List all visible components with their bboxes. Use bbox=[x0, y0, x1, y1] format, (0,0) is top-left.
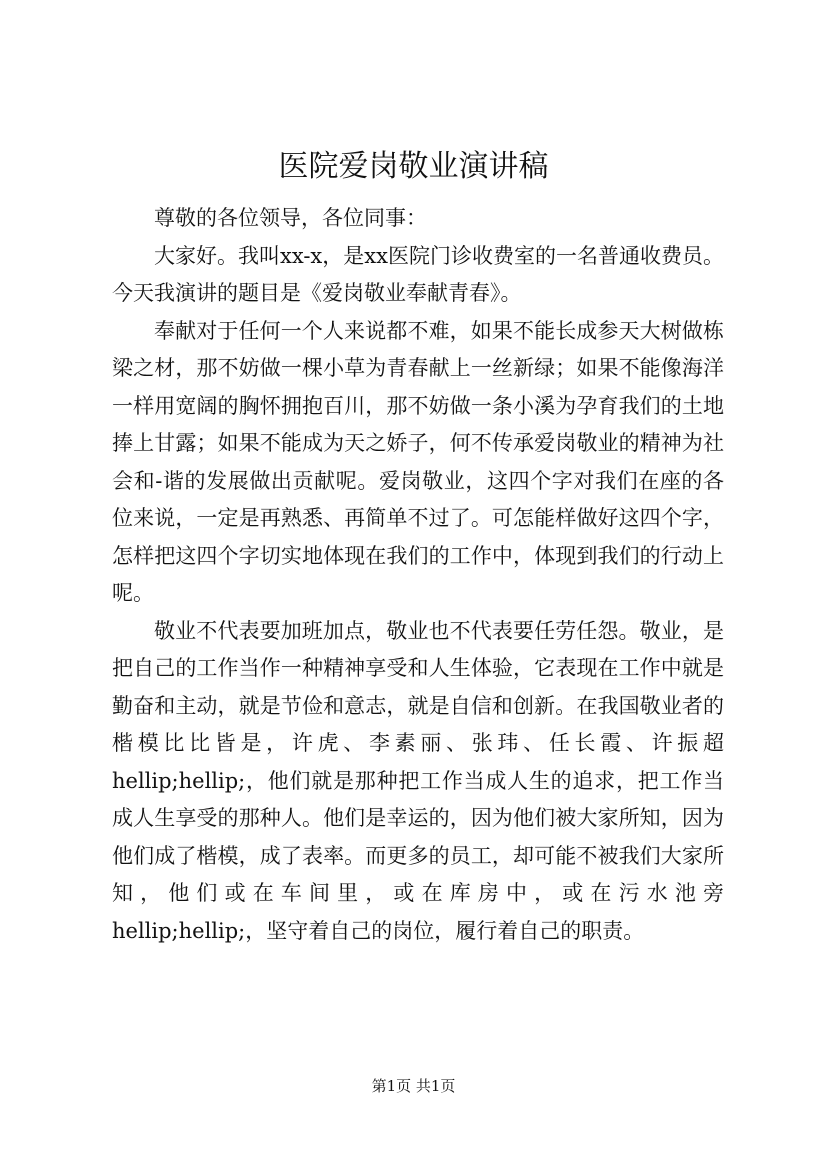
document-title: 医院爱岗敬业演讲稿 bbox=[278, 149, 549, 184]
paragraph-dedication-role-models: 敬业不代表要加班加点，敬业也不代表要任劳任怨。敬业，是把自己的工作当作一种精神享受和人生体验，它表现在工作中就是勤奋和主动，就是节俭和意志，就是自信和创新。在我国敬业者的楷模比比皆是，许虎、李素丽、张玮、任长霞、许振超hellip;hellip;，他们就是那种把工作当成人生的追求，把工作当成人生享受的那种人。他们是幸运的，因为他们被大家所知，因为他们成了楷模，成了表率。而更多的员工，却可能不被我们大家所知，他们或在车间里，或在库房中，或在污水池旁hellip;hellip;，坚守着自己的岗位，履行着自己的职责。 bbox=[112, 618, 724, 943]
paragraph-introduction: 大家好。我叫xx-x，是xx医院门诊收费室的一名普通收费员。今天我演讲的题目是《爱岗敬业奉献青春》。 bbox=[112, 243, 724, 305]
page-number-footer: 第1页 共1页 bbox=[371, 1077, 456, 1095]
paragraph-salutation: 尊敬的各位领导，各位同事： bbox=[154, 206, 427, 230]
document-body bbox=[112, 200, 724, 950]
paragraph-dedication: 奉献对于任何一个人来说都不难，如果不能长成参天大树做栋梁之材，那不妨做一棵小草为青春献上一丝新绿；如果不能像海洋一样用宽阔的胸怀拥抱百川，那不妨做一条小溪为孕育我们的土地捧上甘露；如果不能成为天之娇子，何不传承爱岗敬业的精神为社会和-谐的发展做出贡献呢。爱岗敬业，这四个字对我们在座的各位来说，一定是再熟悉、再简单不过了。可怎能样做好这四个字，怎样把这四个字切实地体现在我们的工作中，体现到我们的行动上呢。 bbox=[112, 318, 724, 605]
